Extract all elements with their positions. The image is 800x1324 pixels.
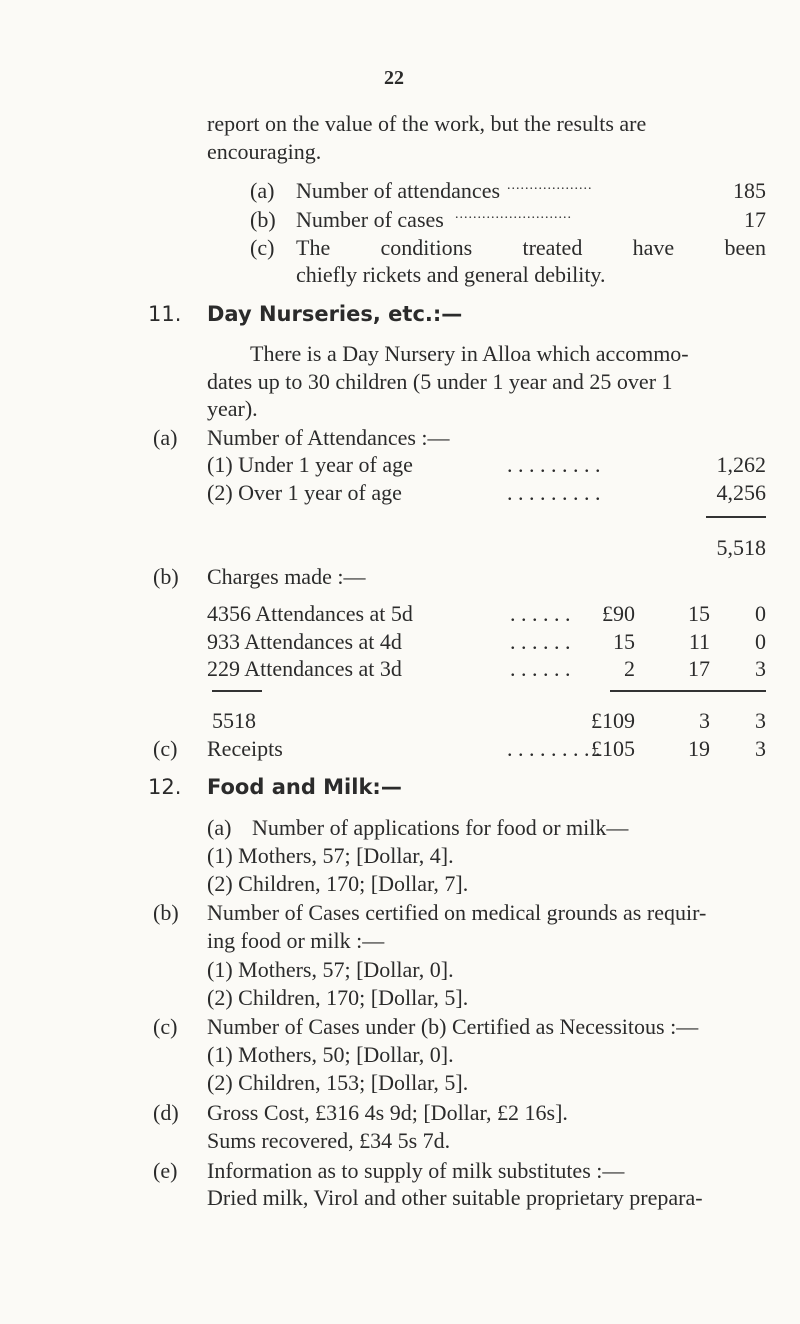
intro-item-b-leader: .......................... bbox=[455, 207, 572, 222]
page-number: 22 bbox=[384, 67, 404, 89]
intro-item-a-label: Number of attendances bbox=[296, 178, 501, 203]
charge-row-label: 933 Attendances at 4d bbox=[207, 629, 402, 654]
charge-row-dots: . . . . . . bbox=[510, 629, 571, 654]
intro-item-b-label: Number of cases bbox=[296, 207, 444, 232]
food-line-text: Sums recovered, £34 5s 7d. bbox=[207, 1128, 451, 1153]
charges-total-pounds: £109 bbox=[591, 708, 635, 733]
food-line-text: Dried milk, Virol and other suitable proprietary prepara- bbox=[207, 1185, 703, 1210]
attendance-total: 5,518 bbox=[716, 535, 766, 560]
food-line-marker: (d) bbox=[153, 1100, 179, 1125]
attendance-row-value: 4,256 bbox=[716, 480, 766, 505]
food-line-text: Gross Cost, £316 4s 9d; [Dollar, £2 16s]. bbox=[207, 1100, 568, 1125]
charge-row-pounds: £90 bbox=[602, 601, 635, 626]
receipts-dots: . . . . . . . . . bbox=[507, 736, 601, 761]
intro-item-b-marker: (b) bbox=[250, 207, 276, 232]
intro-item-a-leader: ................... bbox=[507, 178, 593, 193]
section-11-b-title: Charges made :— bbox=[207, 564, 366, 589]
attendance-row-dots: . . . . . . . . . bbox=[507, 452, 601, 477]
attendances-total-rule bbox=[212, 690, 262, 692]
charges-total-rule bbox=[610, 690, 766, 692]
charge-row-pounds: 15 bbox=[613, 629, 635, 654]
intro-item-a-marker: (a) bbox=[250, 178, 275, 203]
food-line-text: ing food or milk :— bbox=[207, 928, 385, 953]
intro-item-c-marker: (c) bbox=[250, 235, 275, 260]
charge-row-pence: 0 bbox=[755, 601, 766, 626]
food-line-text: (2) Children, 153; [Dollar, 5]. bbox=[207, 1070, 469, 1095]
food-line-text: Number of Cases under (b) Certified as Necessitous :— bbox=[207, 1014, 699, 1039]
charge-row-label: 4356 Attendances at 5d bbox=[207, 601, 413, 626]
charge-row-dots: . . . . . . bbox=[510, 601, 571, 626]
food-line-text: (2) Children, 170; [Dollar, 5]. bbox=[207, 985, 469, 1010]
charges-total-shillings: 3 bbox=[699, 708, 710, 733]
food-line-text: Number of Cases certified on medical grounds as requir- bbox=[207, 900, 707, 925]
food-line-marker: (a) bbox=[207, 815, 232, 840]
section-11-c-marker: (c) bbox=[153, 736, 178, 761]
food-line-marker: (b) bbox=[153, 900, 179, 925]
section-11-para-line-2: dates up to 30 children (5 under 1 year and 25 over 1 bbox=[207, 369, 673, 394]
charge-row-pence: 0 bbox=[755, 629, 766, 654]
charges-total-pence: 3 bbox=[755, 708, 766, 733]
section-11-para-line-3: year). bbox=[207, 396, 258, 421]
section-12-number: 12. bbox=[148, 775, 182, 799]
charge-row-pence: 3 bbox=[755, 656, 766, 681]
intro-item-c-line-2: chiefly rickets and general debility. bbox=[296, 262, 606, 287]
intro-item-c-word: been bbox=[724, 235, 766, 260]
section-11-a-marker: (a) bbox=[153, 425, 178, 450]
section-11-c-title: Receipts bbox=[207, 736, 283, 761]
attendance-row-label: (2) Over 1 year of age bbox=[207, 480, 402, 505]
receipts-shillings: 19 bbox=[688, 736, 710, 761]
food-line-marker: (e) bbox=[153, 1158, 178, 1183]
food-line-text: Information as to supply of milk substitutes :— bbox=[207, 1158, 625, 1183]
charge-row-pounds: 2 bbox=[624, 656, 635, 681]
charge-row-shillings: 11 bbox=[688, 629, 710, 654]
attendance-total-rule bbox=[706, 516, 766, 518]
food-line-text: (2) Children, 170; [Dollar, 7]. bbox=[207, 871, 469, 896]
charge-row-dots: . . . . . . bbox=[510, 656, 571, 681]
charge-row-shillings: 17 bbox=[688, 656, 710, 681]
intro-item-c-word: The bbox=[296, 235, 331, 260]
intro-item-c-word: have bbox=[632, 235, 675, 260]
section-11-a-title: Number of Attendances :— bbox=[207, 425, 450, 450]
intro-item-a-value: 185 bbox=[733, 178, 766, 203]
intro-item-c-line-1 bbox=[296, 235, 766, 261]
receipts-pounds: £105 bbox=[591, 736, 635, 761]
section-11-para-line-1: There is a Day Nursery in Alloa which accommo- bbox=[250, 341, 689, 366]
intro-item-c-word: conditions bbox=[380, 235, 473, 260]
charge-row-label: 229 Attendances at 3d bbox=[207, 656, 402, 681]
charge-row-shillings: 15 bbox=[688, 601, 710, 626]
section-11-number: 11. bbox=[148, 302, 182, 326]
charges-total-attendances: 5518 bbox=[212, 708, 256, 733]
food-line-text: (1) Mothers, 50; [Dollar, 0]. bbox=[207, 1042, 454, 1067]
attendance-row-dots: . . . . . . . . . bbox=[507, 480, 601, 505]
intro-line-1: report on the value of the work, but the results are bbox=[207, 111, 647, 136]
food-line-text: (1) Mothers, 57; [Dollar, 0]. bbox=[207, 957, 454, 982]
food-line-text: (1) Mothers, 57; [Dollar, 4]. bbox=[207, 843, 454, 868]
intro-item-c-word: treated bbox=[522, 235, 583, 260]
section-11-b-marker: (b) bbox=[153, 564, 179, 589]
food-line-marker: (c) bbox=[153, 1014, 178, 1039]
food-line-text: Number of applications for food or milk— bbox=[252, 815, 629, 840]
attendance-row-value: 1,262 bbox=[716, 452, 766, 477]
section-12-heading: Food and Milk:— bbox=[207, 775, 402, 799]
intro-line-2: encouraging. bbox=[207, 139, 322, 164]
intro-item-b-value: 17 bbox=[744, 207, 766, 232]
receipts-pence: 3 bbox=[755, 736, 766, 761]
attendance-row-label: (1) Under 1 year of age bbox=[207, 452, 413, 477]
section-11-heading: Day Nurseries, etc.:— bbox=[207, 302, 463, 326]
